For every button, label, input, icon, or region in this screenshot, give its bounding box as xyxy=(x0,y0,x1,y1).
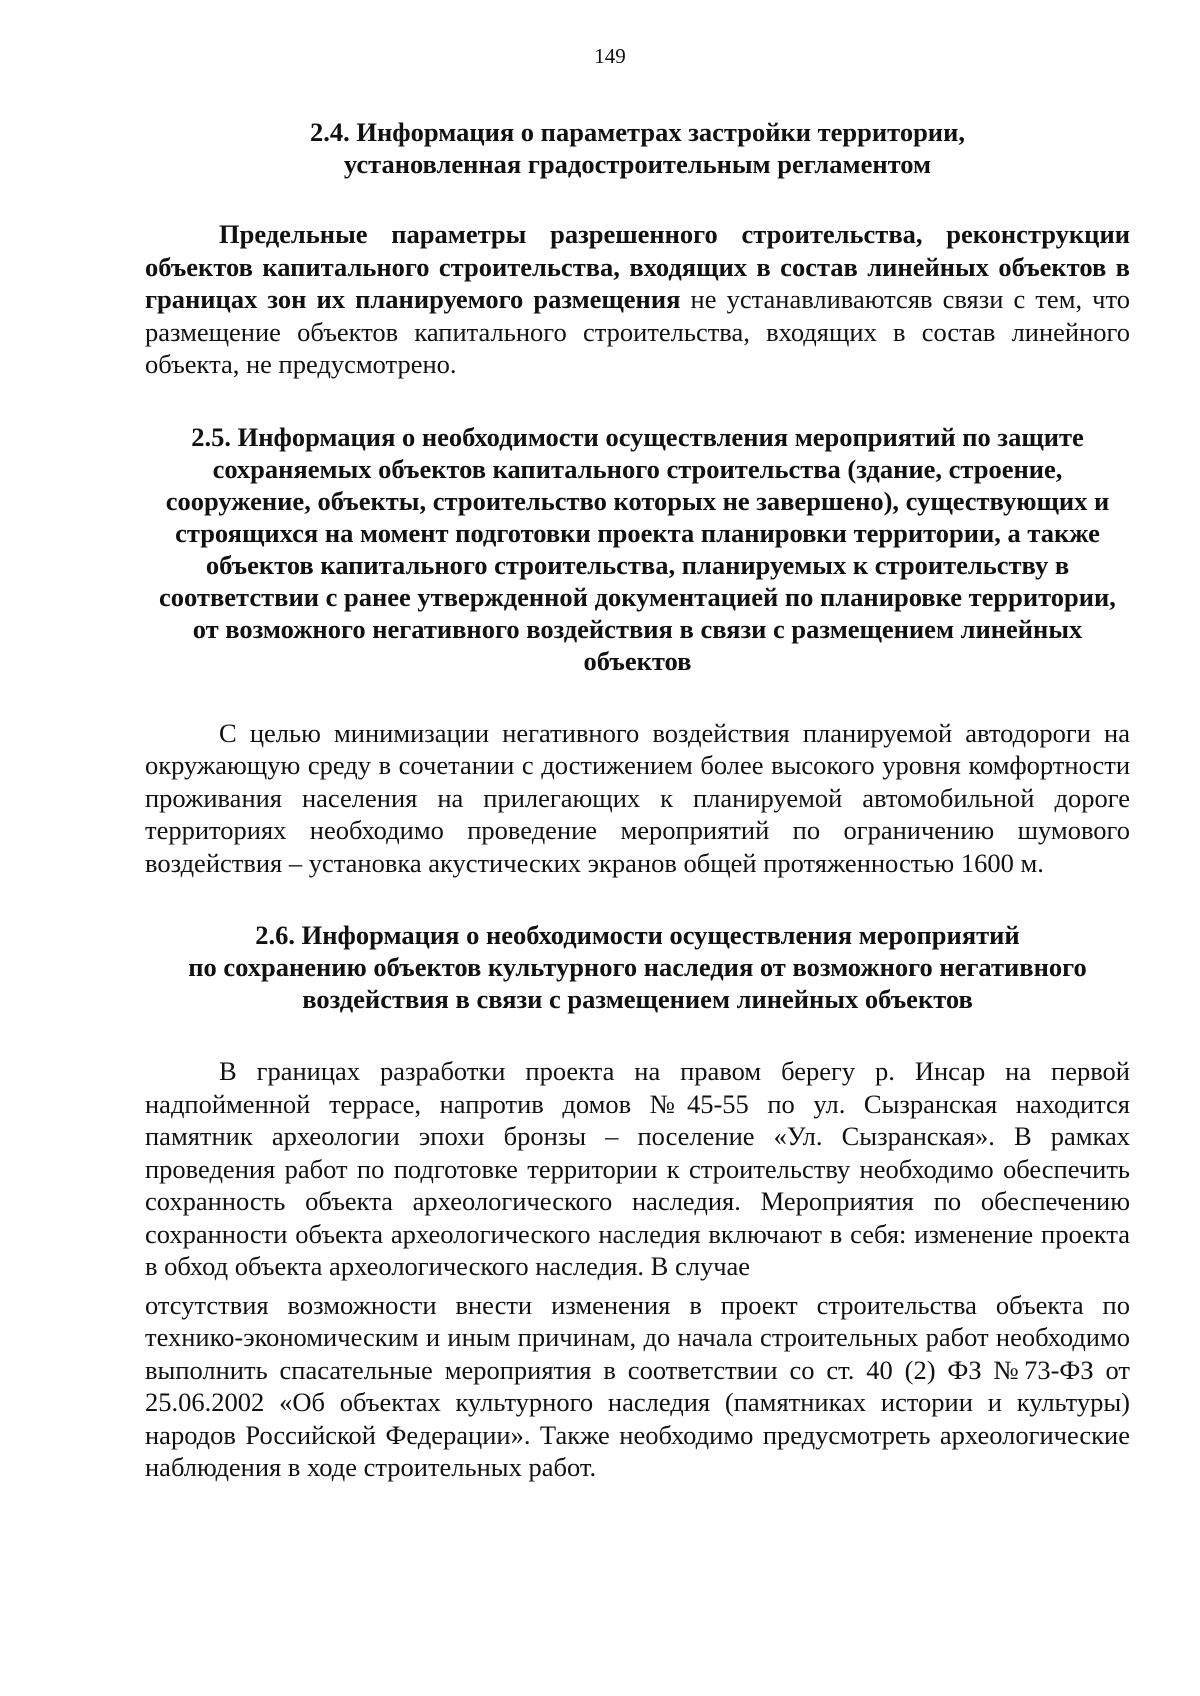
section-2-4-heading xyxy=(145,116,1130,180)
section-2-6-heading-line2: по сохранению объектов культурного наследия от возможного негативного xyxy=(188,952,1087,982)
section-2-4-paragraph-rest: не устанавливаютсяв связи с тем, что размещение объектов капитального строительства, входящих в состав линейного объекта, не предусмотрено. xyxy=(145,284,1130,379)
page-content xyxy=(145,116,1130,1484)
section-2-6-heading xyxy=(145,919,1130,1015)
section-2-4-bold-lead: Предельные параметры разрешенного строительства, реконструкции объектов капитального строительства, входящих в состав линейных объектов в границах зон их планируемого размещения xyxy=(145,219,1130,314)
section-2-6-paragraph-1: В границах разработки проекта на правом берегу р. Инсар на первой надпойменной террасе, напротив домов №45-55 по ул. Сызранская находится памятник археологии эпохи бронзы – поселение «Ул. Сызранская». В рамках проведения работ по подготовке территории к строительству необходимо обеспечить сохранность объекта археологического наследия. Мероприятия по обеспечению сохранности объекта археологического наследия включают в себя: изменение проекта в обход объекта археологического наследия. В случае xyxy=(145,1056,1130,1281)
section-2-6-paragraph-2: отсутствия возможности внести изменения в проект строительства объекта по технико-экономическим и иным причинам, до начала строительных работ необходимо выполнить спасательные мероприятия в соответствии со ст. 40 (2) ФЗ №73-ФЗ от 25.06.2002 «Об объектах культурного наследия (памятниках истории и культуры) народов Российской Федерации». Также необходимо предусмотреть археологические наблюдения в ходе строительных работ. xyxy=(145,1289,1130,1482)
section-2-4-heading-line2: установленная градостроительным регламентом xyxy=(343,149,932,179)
section-2-5-paragraph: С целью минимизации негативного воздействия планируемой автодороги на окружающую среду в сочетании с достижением более высокого уровня комфортности проживания населения на прилегающих к планируемой автомобильной дороге территориях необходимо проведение мероприятий по ограничению шумового воздействия – установка акустических экранов общей протяженностью 1600 м. xyxy=(145,717,1130,878)
page-number: 149 xyxy=(594,44,626,68)
section-2-6-heading-line3: воздействия в связи с размещением линейных объектов xyxy=(302,984,973,1014)
section-2-4-paragraph xyxy=(145,218,1130,381)
section-2-6-heading-line1: 2.6. Информация о необходимости осуществления мероприятий xyxy=(255,920,1020,950)
section-2-4-heading-line1: 2.4. Информация о параметрах застройки территории, xyxy=(310,117,965,147)
section-2-5-heading: 2.5. Информация о необходимости осуществления мероприятий по защите сохраняемых объектов капитального строительства (здание, строение, сооружение, объекты, строительство которых не завершено), существующих и строящихся на момент подготовки проекта планировки территории, а также объектов капитального строительства, планируемых к строительству в соответствии с ранее утвержденной документацией по планировке территории, от возможного негативного воздействия в связи с размещением линейных объектов xyxy=(159,421,1116,676)
